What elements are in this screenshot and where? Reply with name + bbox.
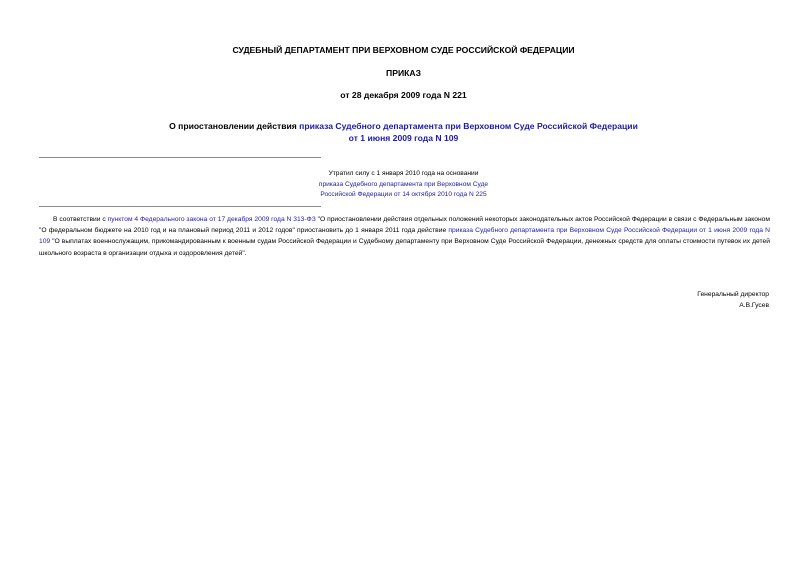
subject-prefix: О приостановлении действия bbox=[169, 121, 300, 131]
annotation-text: Утратил силу с 1 января 2010 года на основании bbox=[328, 170, 479, 177]
body-text-2: "О приостановлении действия отдельных положений некоторых законодательных актов Российской Федерации в связи с Федеральным законом "О федеральном бюджете на 2010 год и на плановый период 2011 и 2012 годов" приостановить до 1 января 2011 года действие bbox=[39, 216, 770, 235]
signer-name: А.В.Гусев bbox=[739, 301, 769, 309]
annotation-link-line1: приказа Судебного департамента при Верховном Суде bbox=[318, 180, 489, 188]
document-subject bbox=[0, 121, 807, 144]
annotation-top-rule bbox=[39, 157, 321, 158]
annotation-bottom-rule bbox=[39, 206, 321, 207]
subject-link-line2: от 1 июня 2009 года N 109 bbox=[348, 132, 459, 143]
order-109-link[interactable]: приказа Судебного департамента при Верховном Суде Российской Федерации от 1 июня 2009 года N 109 bbox=[39, 227, 770, 246]
subject-order-link[interactable] bbox=[299, 121, 638, 143]
body-text-1: В соответствии с bbox=[53, 216, 108, 223]
document-type-heading: ПРИКАЗ bbox=[386, 68, 421, 78]
department-heading: СУДЕБНЫЙ ДЕПАРТАМЕНТ ПРИ ВЕРХОВНОМ СУДЕ РОССИЙСКОЙ ФЕДЕРАЦИИ bbox=[232, 45, 575, 55]
signature-block bbox=[560, 290, 769, 311]
document-date-heading: от 28 декабря 2009 года N 221 bbox=[340, 90, 467, 100]
repeal-annotation bbox=[0, 169, 807, 201]
signer-title: Генеральный директор bbox=[697, 291, 769, 298]
annotation-link-line2: Российской Федерации от 14 октября 2010 года N 225 bbox=[320, 191, 487, 198]
body-text-3: "О выплатах военнослужащим, прикомандированным к военным судам Российской Федерации и Судебному департаменту при Верховном Суде Российской Федерации, денежных средств для оплаты стоимости путевок их детей школьного возраста в организации отдыха и оздоровления детей". bbox=[39, 238, 770, 257]
federal-law-link[interactable]: пунктом 4 Федерального закона от 17 декабря 2009 года N 313-ФЗ bbox=[107, 216, 316, 223]
annotation-order-link[interactable] bbox=[0, 180, 807, 201]
subject-link-line1: приказа Судебного департамента при Верховном Суде Российской Федерации bbox=[299, 121, 638, 131]
body-paragraph bbox=[39, 214, 770, 259]
